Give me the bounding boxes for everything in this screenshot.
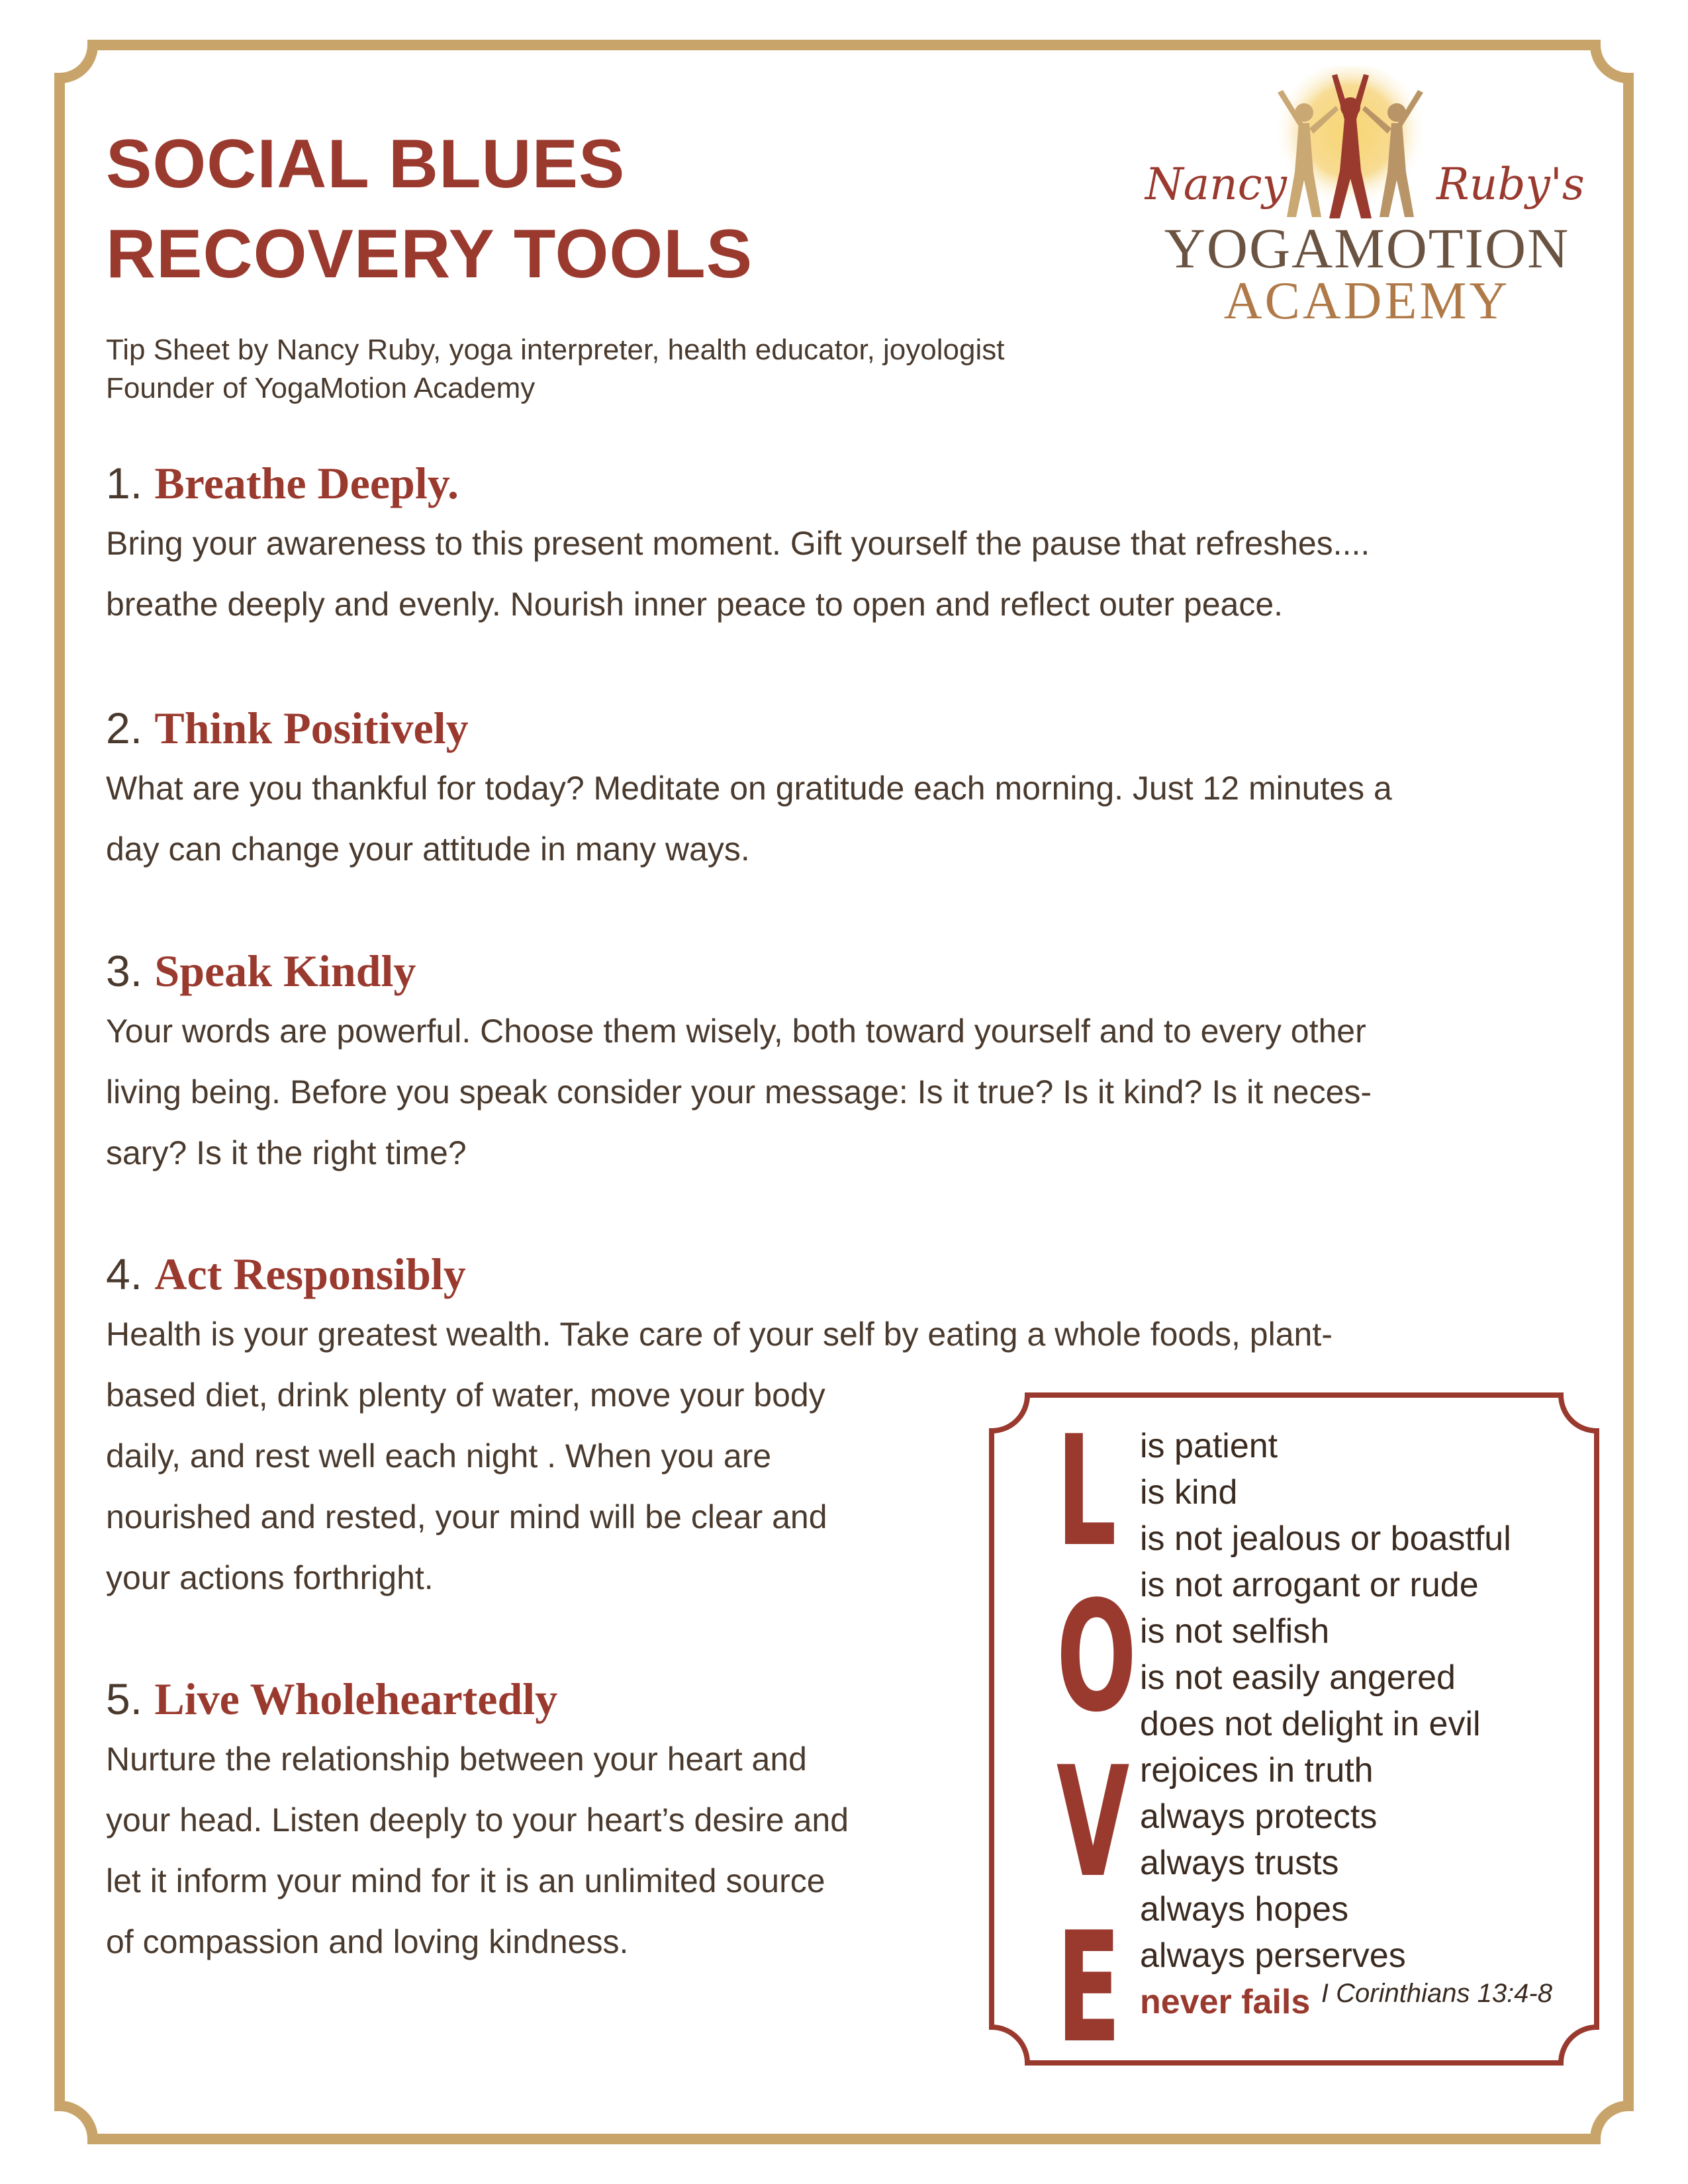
logo-sub-text: ACADEMY: [1223, 272, 1511, 330]
body-line: of compassion and loving kindness.: [106, 1923, 629, 1960]
love-letter-l: L: [1056, 1404, 1117, 1580]
section-title: Think Positively: [154, 703, 469, 753]
section-heading: [106, 1669, 849, 1729]
title-line-2: RECOVERY TOOLS: [106, 216, 753, 293]
verse-final-line: never fails: [1140, 1983, 1311, 2021]
body-line: your head. Listen deeply to your heart’s desire and: [106, 1801, 849, 1839]
love-verse: [1140, 1423, 1511, 2025]
section-number: 3.: [106, 946, 143, 995]
verse-line: is not arrogant or rude: [1140, 1566, 1479, 1604]
section-number: 2.: [106, 704, 143, 752]
verse-line: always hopes: [1140, 1890, 1349, 1929]
verse-line: always protects: [1140, 1797, 1378, 1836]
section-body: [106, 1001, 1372, 1183]
section-live-wholeheartedly: [106, 1669, 849, 1972]
subtitle: [106, 331, 1004, 408]
love-letter-v: V: [1056, 1735, 1130, 1911]
body-line: day can change your attitude in many ways.: [106, 831, 750, 868]
verse-line: is not easily angered: [1140, 1659, 1456, 1697]
title-line-1: SOCIAL BLUES: [106, 126, 626, 203]
love-letter-o: O: [1056, 1569, 1137, 1746]
section-speak-kindly: [106, 941, 1372, 1183]
section-number: 5.: [106, 1674, 143, 1723]
body-line: What are you thankful for today? Meditate on gratitude each morning. Just 12 minutes a: [106, 770, 1392, 807]
body-line: sary? Is it the right time?: [106, 1134, 467, 1171]
section-heading: [106, 1244, 1333, 1304]
bible-citation: I Corinthians 13:4-8: [1321, 1979, 1552, 2008]
section-think-positively: [106, 698, 1392, 880]
subtitle-line-2: Founder of YogaMotion Academy: [106, 372, 536, 404]
body-line: breathe deeply and evenly. Nourish inner peace to open and reflect outer peace.: [106, 586, 1284, 623]
body-line: living being. Before you speak consider your message: Is it true? Is it kind? Is it neces-: [106, 1073, 1372, 1111]
love-acrostic: [1056, 1404, 1137, 2077]
verse-line: always perserves: [1140, 1936, 1406, 1975]
section-heading: [106, 698, 1392, 758]
verse-line: is kind: [1140, 1473, 1238, 1512]
section-number: 1.: [106, 459, 143, 508]
section-breathe-deeply: [106, 453, 1370, 635]
section-heading: [106, 453, 1370, 513]
logo-script-right: Ruby's: [1436, 159, 1585, 210]
body-line: Health is your greatest wealth. Take care of your self by eating a whole foods, plant-: [106, 1316, 1333, 1353]
academy-logo: [1125, 66, 1589, 344]
body-line: let it inform your mind for it is an unlimited source: [106, 1862, 825, 1899]
body-line: Nurture the relationship between your heart and: [106, 1741, 807, 1778]
section-title: Act Responsibly: [154, 1249, 466, 1299]
section-title: Live Wholeheartedly: [154, 1674, 558, 1724]
logo-main-text: YOGAMOTION: [1164, 216, 1570, 280]
verse-line: is not selfish: [1140, 1612, 1330, 1651]
body-line: Bring your awareness to this present moment. Gift yourself the pause that refreshes....: [106, 525, 1370, 562]
body-line: based diet, drink plenty of water, move your body: [106, 1377, 825, 1414]
verse-line: is not jealous or boastful: [1140, 1520, 1511, 1558]
section-body: [106, 1729, 849, 1972]
body-line: Your words are powerful. Choose them wisely, both toward yourself and to every other: [106, 1013, 1366, 1050]
verse-line: does not delight in evil: [1140, 1705, 1481, 1743]
subtitle-line-1: Tip Sheet by Nancy Ruby, yoga interpreter, health educator, joyologist: [106, 334, 1005, 366]
body-line: your actions forthright.: [106, 1559, 434, 1596]
verse-line: always trusts: [1140, 1844, 1339, 1882]
verse-line: rejoices in truth: [1140, 1751, 1374, 1790]
verse-line: is patient: [1140, 1427, 1278, 1465]
section-title: Speak Kindly: [154, 946, 416, 996]
section-number: 4.: [106, 1250, 143, 1298]
page-title: [106, 119, 753, 299]
love-letter-e: E: [1056, 1900, 1121, 2077]
logo-script-left: Nancy: [1145, 159, 1287, 210]
section-title: Breathe Deeply.: [154, 458, 459, 508]
body-line: nourished and rested, your mind will be clear and: [106, 1498, 827, 1535]
body-line: daily, and rest well each night . When you are: [106, 1437, 772, 1475]
section-body: [106, 758, 1392, 880]
section-heading: [106, 941, 1372, 1001]
section-body: [106, 513, 1370, 635]
